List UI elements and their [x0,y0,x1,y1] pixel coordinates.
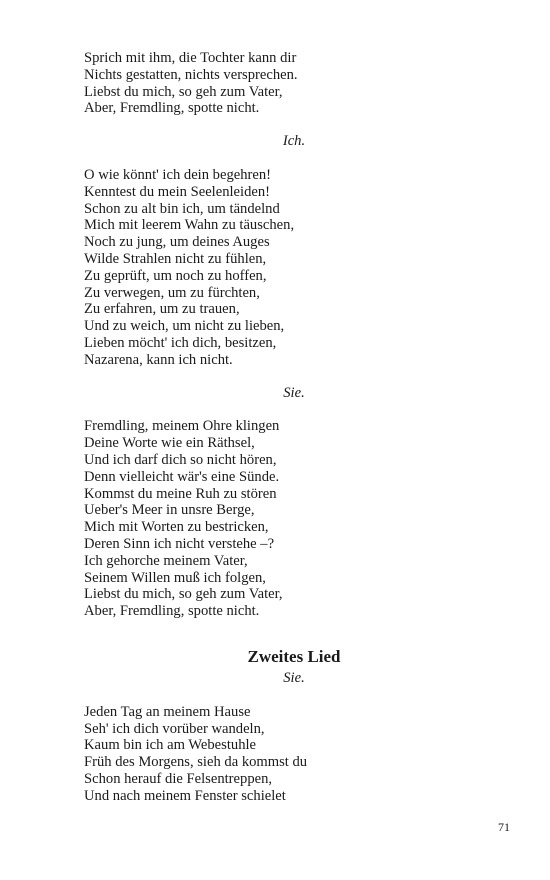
verse-line: Früh des Morgens, sieh da kommst du [84,754,308,771]
verse-line: Zu verwegen, um zu fürchten, [84,284,260,301]
verse-line: Jeden Tag an meinem Hause [84,703,251,720]
verse-line: Sprich mit ihm, die Tochter kann dir [84,50,297,66]
verse-line: Mich mit leerem Wahn zu täuschen, [84,217,295,234]
verse-line: Und zu weich, um nicht zu lieben, [84,318,285,335]
verse-line: Fremdling, meinem Ohre klingen [84,418,280,435]
verse-line: O wie könnt' ich dein begehren! [84,166,272,183]
stanza-4 [84,704,504,805]
verse-line: Schon zu alt bin ich, um tändelnd [84,200,280,217]
verse-line: Und nach meinem Fenster schielet [84,787,286,804]
verse-line: Aber, Fremdling, spotte nicht. [84,100,260,117]
speaker-label-ich: Ich. [282,133,306,150]
poem-text [84,50,504,804]
verse-line: Zu geprüft, um noch zu hoffen, [84,267,267,284]
stanza-1 [84,50,504,117]
verse-line: Liebst du mich, so geh zum Vater, [84,586,283,603]
speaker-label-sie: Sie. [283,384,305,401]
page-number: 71 [498,820,510,834]
verse-line: Und ich darf dich so nicht hören, [84,451,277,468]
stanza-3 [84,418,504,620]
verse-line: Kaum bin ich am Webestuhle [84,737,257,754]
verse-line: Lieben möcht' ich dich, besitzen, [84,334,277,351]
verse-line: Ich gehorche meinem Vater, [84,552,248,569]
verse-line: Wilde Strahlen nicht zu fühlen, [84,250,267,267]
verse-line: Nichts gestatten, nichts versprechen. [84,66,298,83]
speaker-label-sie: Sie. [283,669,305,686]
verse-line: Kenntest du mein Seelenleiden! [84,183,271,200]
section-heading: Zweites Lied [247,646,341,666]
verse-line: Nazarena, kann ich nicht. [84,351,233,368]
verse-line: Schon herauf die Felsentreppen, [84,770,273,787]
stanza-2 [84,167,504,369]
verse-line: Kommst du meine Ruh zu stören [84,485,277,502]
verse-line: Zu erfahren, um zu trauen, [84,301,240,318]
verse-line: Denn vielleicht wär's eine Sünde. [84,468,280,485]
verse-line: Seh' ich dich vorüber wandeln, [84,720,265,737]
verse-line: Deren Sinn ich nicht verstehe –? [84,535,275,552]
verse-line: Seinem Willen muß ich folgen, [84,569,266,586]
verse-line: Noch zu jung, um deines Auges [84,234,270,251]
verse-line: Liebst du mich, so geh zum Vater, [84,83,283,100]
verse-line: Ueber's Meer in unsre Berge, [84,502,255,519]
verse-line: Deine Worte wie ein Räthsel, [84,435,255,452]
verse-line: Aber, Fremdling, spotte nicht. [84,603,260,620]
verse-line: Mich mit Worten zu bestricken, [84,519,269,536]
